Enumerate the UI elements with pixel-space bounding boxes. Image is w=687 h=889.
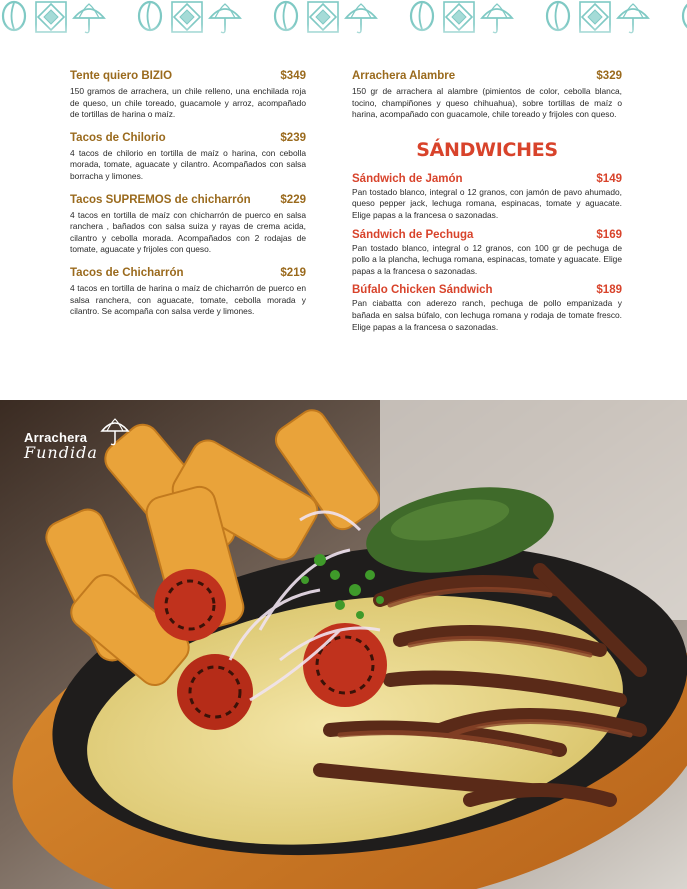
item-description: 4 tacos en tortilla de harina o maíz de chicharrón de puerco en salsa ranchera, con aguacate, tomate, cebolla morada y cilantro. Se acompaña con salsa verde y limones. (70, 282, 306, 317)
item-name: Tacos SUPREMOS de chicharrón (70, 193, 251, 206)
section-title-sandwiches: SÁNDWICHES (416, 138, 558, 161)
right-column (352, 70, 622, 344)
photo-caption-line1: Arrachera (24, 430, 88, 445)
photo-caption (24, 430, 98, 462)
item-description: 150 gr de arrachera al alambre (pimientos de color, cebolla blanca, tocino, champiñones y queso chihuahua), sobre tortillas de maíz o harina, acompañado con guacamole, chile toreado y frijoles con queso. (352, 86, 622, 120)
item-name: Sándwich de Jamón (352, 172, 463, 185)
menu-item (70, 267, 306, 318)
item-price: $169 (596, 228, 622, 241)
left-column (70, 70, 306, 329)
item-description: 4 tacos de chilorio en tortilla de maíz o harina, con cebolla morada, tomate, aguacate y cilantro. Acompañados con salsa borracha y limones. (70, 147, 306, 181)
item-name: Tente quiero BIZIO (70, 70, 173, 82)
item-name: Tacos de Chicharrón (70, 266, 184, 279)
item-name: Tacos de Chilorio (70, 131, 166, 144)
banner-pattern (0, 0, 687, 50)
item-price: $189 (596, 284, 622, 297)
menu-item (352, 173, 622, 222)
item-description: Pan tostado blanco, integral o 12 granos, con jamón de pavo ahumado, queso pepper jack, lechuga romana, espinacas, tomate y aguacate. Elige papas a la francesa o sazonadas. (352, 186, 622, 220)
decorative-banner (0, 0, 687, 50)
menu-item (352, 70, 622, 121)
item-description: 4 tacos en tortilla de maíz con chicharrón de puerco en salsa ranchera , bañados con salsa suiza y rayas de crema acida, cilantro y cebolla morada. Acompañados con 2 rodajas de tomate, aguacate y frijoles con queso. (70, 209, 306, 255)
menu-item (70, 132, 306, 183)
item-price: $219 (280, 266, 306, 279)
item-price: $149 (596, 172, 622, 185)
menu-item (352, 229, 622, 278)
item-price: $239 (280, 131, 306, 144)
food-photo (0, 400, 687, 889)
item-price: $349 (280, 70, 306, 82)
item-description: Pan tostado blanco, integral o 12 granos, con 100 gr de pechuga de pollo a la plancha, lechuga romana, espinacas, tomate y aguacate. Elige papas a la francesa o sazonadas. (352, 242, 622, 276)
item-description: 150 gramos de arrachera, un chile relleno, una enchilada roja de queso, un chile toreado, guacamole y arroz, acompañado de tortillas de harina o maíz. (70, 86, 306, 120)
item-name: Arrachera Alambre (352, 70, 456, 82)
item-name: Búfalo Chicken Sándwich (352, 284, 493, 297)
menu-item (352, 284, 622, 333)
item-price: $329 (596, 70, 622, 82)
item-price: $229 (280, 193, 306, 206)
menu-item (70, 194, 306, 256)
menu-item (70, 70, 306, 121)
umbrella-icon (100, 417, 130, 452)
item-description: Pan ciabatta con aderezo ranch, pechuga de pollo empanizada y bañada en salsa búfalo, con lechuga romana y rodaja de tomate fresco. Elige papas a la francesa o sazonadas. (352, 298, 622, 332)
photo-caption-line2: Fundida (24, 443, 98, 462)
item-name: Sándwich de Pechuga (352, 228, 474, 241)
